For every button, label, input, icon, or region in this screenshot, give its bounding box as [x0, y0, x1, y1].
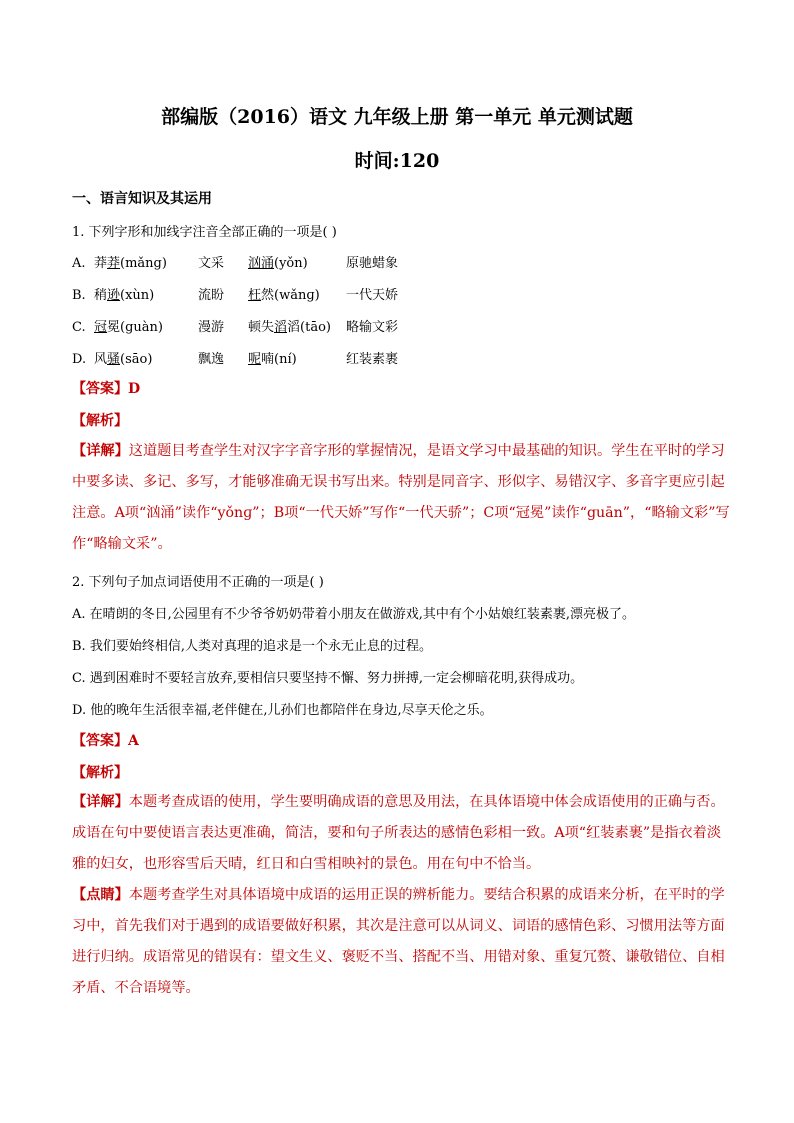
q2-option-a: A. 在晴朗的冬日,公园里有不少爷爷奶奶带着小朋友在做游戏,其中有个小姑娘红装素裹,漂亮极了。 — [72, 607, 636, 622]
q1-analysis-label: 【解析】 — [72, 413, 128, 429]
document-title: 部编版（2016）语文 九年级上册 第一单元 单元测试题 — [161, 106, 633, 128]
q2-option-c: C. 遇到困难时不要轻言放弃,要相信只要坚持不懈、努力拼搏,一定会柳暗花明,获得成功。 — [72, 671, 584, 686]
q1-option-a: A. 莽莽(mǎng) 文采 汹涌(yǒn) 原驰蜡象 — [72, 256, 399, 271]
q2-stem: 2. 下列句子加点词语使用不正确的一项是( ) — [72, 575, 324, 590]
q1-option-c: C. 冠冕(guàn) 漫游 顿失滔滔(tāo) 略输文彩 — [72, 320, 399, 335]
q2-answer: 【答案】A — [72, 733, 139, 749]
q1-detail: 【详解】这道题目考查学生对汉字字音字形的掌握情况，是语文学习中最基础的知识。学生在平时的学习中要多读、多记、多写，才能够准确无误书写出来。特别是同音字、形似字、易错汉字、多音字更应引起注意。A项“汹涌”读作“yǒnɡ”；B项“一代天娇”写作“一代天骄”；C项“冠冕”读作“guān”，“略输文彩”写作“略输文采”。 — [72, 443, 730, 552]
q2-option-d: D. 他的晚年生活很幸福,老伴健在,儿孙们也都陪伴在身边,尽享天伦之乐。 — [72, 703, 493, 718]
q2-analysis-label: 【解析】 — [72, 765, 128, 781]
q1-answer: 【答案】D — [72, 381, 141, 397]
section-heading: 一、语言知识及其运用 — [72, 191, 212, 207]
q2-option-b: B. 我们要始终相信,人类对真理的追求是一个永无止息的过程。 — [72, 639, 432, 654]
q1-option-b: B. 稍逊(xùn) 流盼 枉然(wǎnɡ) 一代天娇 — [72, 288, 399, 303]
q1-option-d: D. 风骚(sāo) 飘逸 呢喃(ní) 红装素裹 — [72, 352, 399, 367]
q2-detail: 【详解】本题考查成语的使用，学生要明确成语的意思及用法，在具体语境中体会成语使用的正确与否。成语在句中要使语言表达更准确，简洁，要和句子所表达的感情色彩相一致。A项“红装素裹”是指衣着淡雅的妇女，也形容雪后天晴，红日和白雪相映衬的景色。用在句中不恰当。 — [72, 794, 725, 872]
q2-tip: 【点睛】本题考查学生对具体语境中成语的运用正误的辨析能力。要结合积累的成语来分析，在平时的学习中，首先我们对于遇到的成语要做好积累，其次是注意可以从词义、词语的感情色彩、习惯用法等方面进行归纳。成语常见的错误有：望文生义、褒贬不当、搭配不当、用错对象、重复冗赘、谦敬错位、自相矛盾、不合语境等。 — [72, 887, 725, 996]
document-time: 时间:120 — [354, 150, 440, 172]
q1-stem: 1. 下列字形和加线字注音全部正确的一项是( ) — [72, 225, 337, 240]
